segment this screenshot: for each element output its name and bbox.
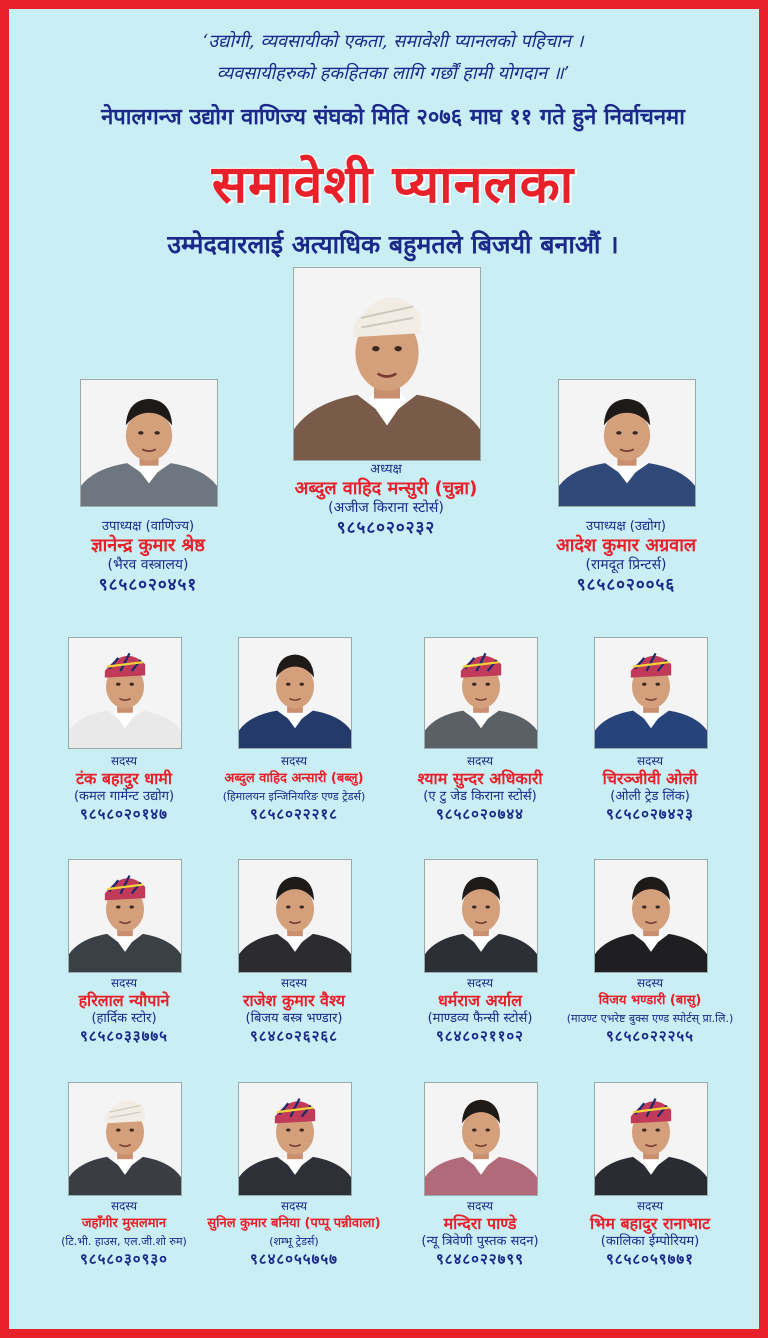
candidate-firm: (माण्डव्य फैन्सी स्टोर्स) — [427, 1011, 533, 1026]
candidate-info — [476, 519, 768, 596]
candidate-info — [0, 519, 298, 596]
candidate-name: धर्मराज अर्याल — [437, 991, 523, 1010]
candidate-role: सदस्य — [280, 1199, 308, 1213]
candidate-phone: ९८५८०२०४५१ — [98, 575, 198, 595]
candidate-firm: (टि.भी. हाउस, एल.जी.शो रुम) — [61, 1235, 187, 1248]
portrait-graphic — [69, 1083, 181, 1195]
candidate-name: हरिलाल न्यौपाने — [78, 991, 170, 1010]
candidate-photo — [594, 637, 708, 749]
candidate-role: सदस्य — [110, 976, 138, 990]
candidate-phone: ९८५८०२०७४४ — [435, 805, 524, 823]
candidate-role: सदस्य — [466, 754, 494, 768]
candidate-phone: ९८५८०२०१४७ — [79, 805, 168, 823]
candidate-photo — [238, 1082, 352, 1196]
candidate-role: सदस्य — [280, 976, 308, 990]
candidate-firm: (ए टु जेड किराना स्टोर्स) — [423, 789, 537, 804]
candidate-photo — [594, 859, 708, 973]
candidate-firm: (ओली ट्रेड लिंक) — [610, 789, 690, 804]
candidate-name: भिम बहादुर रानाभाट — [589, 1214, 711, 1233]
candidate-firm: (हिमालयन इन्जिनियरिङ एण्ड ट्रेडर्स) — [222, 790, 366, 803]
candidate-phone: ९८४८०२११०२ — [435, 1027, 524, 1045]
candidate-photo — [80, 379, 218, 507]
candidate-firm: (कमल गार्मेन्ट उद्योग) — [73, 789, 175, 804]
candidate-name: मन्दिरा पाण्डे — [443, 1214, 517, 1233]
candidate-firm: (बिजय बस्त्र भण्डार) — [245, 1011, 343, 1026]
portrait-graphic — [239, 860, 351, 972]
candidate-name: अब्दुल वाहिद मन्सुरी (चुन्ना) — [294, 478, 478, 499]
portrait-graphic — [595, 638, 707, 748]
candidate-photo — [238, 859, 352, 973]
candidate-firm: (रामदूत प्रिन्टर्स) — [585, 557, 667, 573]
slogan-line-1: ‘उद्योगी, व्यवसायीको एकता, समावेशी प्यानलको पहिचान । — [202, 31, 584, 52]
candidate-photo — [424, 1082, 538, 1196]
candidate-photo — [424, 637, 538, 749]
candidate-firm: (हार्दिक स्टोर) — [91, 1011, 157, 1026]
panel-title: समावेशी प्यानलका — [211, 155, 575, 215]
portrait-graphic — [425, 1083, 537, 1195]
candidate-phone: ९८५८०२७४२३ — [605, 805, 694, 823]
portrait-graphic — [81, 380, 217, 506]
candidate-name: ज्ञानेन्द्र कुमार श्रेष्ठ — [91, 535, 205, 556]
candidate-role: सदस्य — [636, 1199, 664, 1213]
candidate-name: टंक बहादुर धामी — [75, 769, 172, 788]
candidate-role: सदस्य — [110, 1199, 138, 1213]
candidate-name: राजेश कुमार वैश्य — [242, 991, 346, 1010]
slogan-line-2: व्यवसायीहरुको हकहितका लागि गर्छौं हामी योगदान ॥’ — [216, 63, 570, 84]
candidate-role: सदस्य — [466, 976, 494, 990]
candidate-phone: ९८४८०२२७९९ — [435, 1250, 524, 1268]
election-headline: नेपालगन्ज उद्योग वाणिज्य संघको मिति २०७६ माघ ११ गते हुने निर्वाचनमा — [101, 105, 685, 130]
candidate-info — [500, 1199, 768, 1268]
candidate-name: श्याम सुन्दर अधिकारी — [417, 769, 543, 788]
portrait-graphic — [559, 380, 695, 506]
candidate-firm: (कालिका ईम्पोरियम) — [600, 1234, 700, 1249]
portrait-graphic — [294, 268, 480, 460]
candidate-phone: ९८४८०२६२६८ — [249, 1027, 338, 1045]
candidate-photo — [68, 637, 182, 749]
candidate-role: अध्यक्ष — [370, 462, 402, 477]
candidate-firm: (न्यू त्रिवेणी पुस्तक सदन) — [421, 1234, 539, 1249]
candidate-phone: ९८५८०२००५६ — [576, 575, 676, 595]
candidate-name: सुनिल कुमार बनिया (पप्पू पन्नीवाला) — [207, 1216, 381, 1231]
candidate-firm: (अजीज किराना स्टोर्स) — [328, 500, 444, 516]
candidate-photo — [293, 267, 481, 461]
candidate-phone: ९८५८०२२२५५ — [605, 1027, 694, 1045]
candidate-phone: ९८५८०२२२१८ — [249, 805, 338, 823]
candidate-name: आदेश कुमार अग्रवाल — [555, 535, 697, 556]
candidate-info — [500, 754, 768, 823]
portrait-graphic — [595, 860, 707, 972]
candidate-phone: ९८५८०५९७७१ — [605, 1250, 694, 1268]
candidate-role: सदस्य — [636, 754, 664, 768]
portrait-graphic — [239, 638, 351, 748]
candidate-name: विजय भण्डारी (बासु) — [598, 993, 702, 1008]
candidate-name: चिरञ्जीवी ओली — [602, 769, 698, 788]
candidate-photo — [594, 1082, 708, 1196]
candidate-photo — [68, 859, 182, 973]
candidate-firm: (माउण्ट एभरेष्ट बुक्स एण्ड स्पोर्टस् प्रा.लि.) — [566, 1012, 734, 1025]
candidate-role: सदस्य — [636, 976, 664, 990]
appeal-headline: उम्मेदवारलाई अत्याधिक बहुमतले बिजयी बनाऔं । — [167, 230, 619, 259]
candidate-role: उपाध्यक्ष (वाणिज्य) — [101, 519, 195, 534]
candidate-role: सदस्य — [280, 754, 308, 768]
candidate-photo — [238, 637, 352, 749]
portrait-graphic — [69, 638, 181, 748]
candidate-firm: (भैरव वस्त्रालय) — [107, 557, 189, 573]
candidate-name: अब्दुल वाहिद अन्सारी (बब्लु) — [224, 771, 364, 786]
portrait-graphic — [595, 1083, 707, 1195]
candidate-phone: ९८४८०५५७५७ — [249, 1250, 338, 1268]
portrait-graphic — [425, 860, 537, 972]
candidate-phone: ९८५८०२०२३२ — [336, 518, 436, 538]
candidate-photo — [558, 379, 696, 507]
candidate-info — [500, 976, 768, 1045]
portrait-graphic — [425, 638, 537, 748]
candidate-photo — [68, 1082, 182, 1196]
candidate-role: उपाध्यक्ष (उद्योग) — [586, 519, 666, 534]
candidate-role: सदस्य — [110, 754, 138, 768]
candidate-name: जहाँगीर मुसलमान — [81, 1216, 167, 1231]
candidate-role: सदस्य — [466, 1199, 494, 1213]
portrait-graphic — [69, 860, 181, 972]
candidate-photo — [424, 859, 538, 973]
candidate-phone: ९८५८०३३७७५ — [79, 1027, 168, 1045]
candidate-firm: (शम्भू ट्रेडर्स) — [269, 1235, 319, 1248]
candidate-phone: ९८५८०३०९३० — [79, 1250, 168, 1268]
portrait-graphic — [239, 1083, 351, 1195]
